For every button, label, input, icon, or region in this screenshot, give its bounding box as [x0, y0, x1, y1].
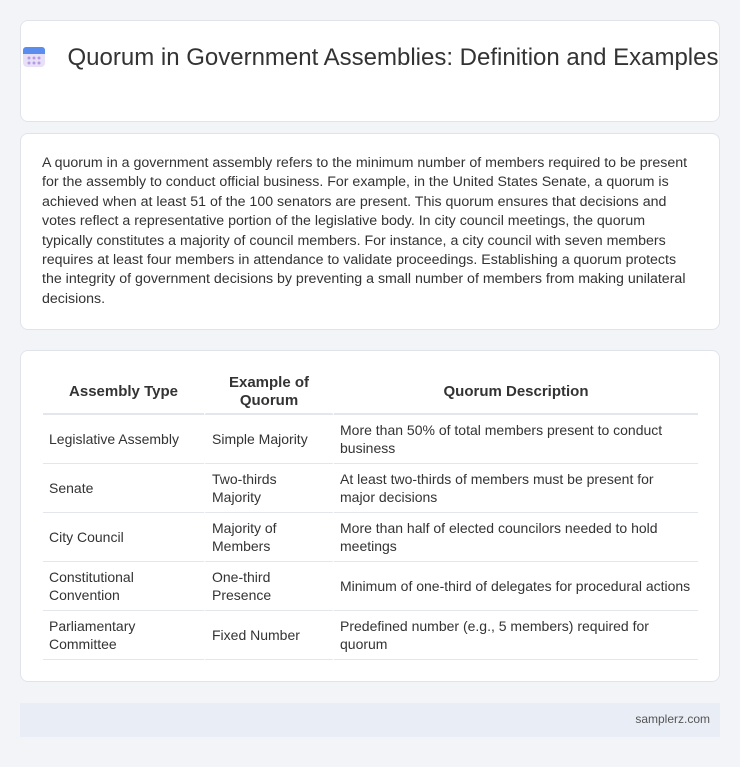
table-header-row: [43, 371, 698, 415]
table-cell: More than 50% of total members present to conduct business: [334, 415, 698, 464]
table-cell: Fixed Number: [204, 611, 334, 660]
table-cell: Senate: [43, 464, 204, 513]
table-cell: Majority of Members: [204, 513, 334, 562]
table-cell: Minimum of one-third of delegates for procedural actions: [334, 562, 698, 611]
site-link[interactable]: samplerz.com: [635, 712, 710, 726]
title-card: [20, 20, 720, 122]
column-header: Assembly Type: [43, 371, 204, 415]
table-row: [43, 611, 698, 660]
table-cell: Constitutional Convention: [43, 562, 204, 611]
description-card: [20, 133, 720, 330]
table-cell: More than half of elected councilors needed to hold meetings: [334, 513, 698, 562]
table-row: [43, 464, 698, 513]
table-row: [43, 513, 698, 562]
table-cell: At least two-thirds of members must be present for major decisions: [334, 464, 698, 513]
table-cell: Predefined number (e.g., 5 members) required for quorum: [334, 611, 698, 660]
table-cell: Legislative Assembly: [43, 415, 204, 464]
table-row: [43, 415, 698, 464]
table-cell: Two-thirds Majority: [204, 464, 334, 513]
column-header: Example of Quorum: [204, 371, 334, 415]
calendar-icon: [22, 44, 46, 68]
table-card: [20, 350, 720, 682]
footer: [20, 703, 720, 737]
description-text: A quorum in a government assembly refers to the minimum number of members required to be present for the assembly to conduct official business. For example, in the United States Senate, a quorum is achieved when at least 51 of the 100 senators are present. This quorum ensures that decisions and votes reflect a representative portion of the legislative body. In city council meetings, the quorum typically constitutes a majority of council members. For instance, a city council with seven members requires at least four members in attendance to validate proceedings. Establishing a quorum protects the integrity of government decisions by preventing a small number of members from making unilateral decisions.: [42, 155, 688, 307]
column-header: Quorum Description: [334, 371, 698, 415]
table-cell: Simple Majority: [204, 415, 334, 464]
table-cell: One-third Presence: [204, 562, 334, 611]
page-title: [21, 43, 719, 73]
table-cell: City Council: [43, 513, 204, 562]
page-title-text: Quorum in Government Assemblies: Definition and Examples: [67, 44, 719, 71]
quorum-table: [43, 371, 698, 660]
table-row: [43, 562, 698, 611]
table-cell: Parliamentary Committee: [43, 611, 204, 660]
